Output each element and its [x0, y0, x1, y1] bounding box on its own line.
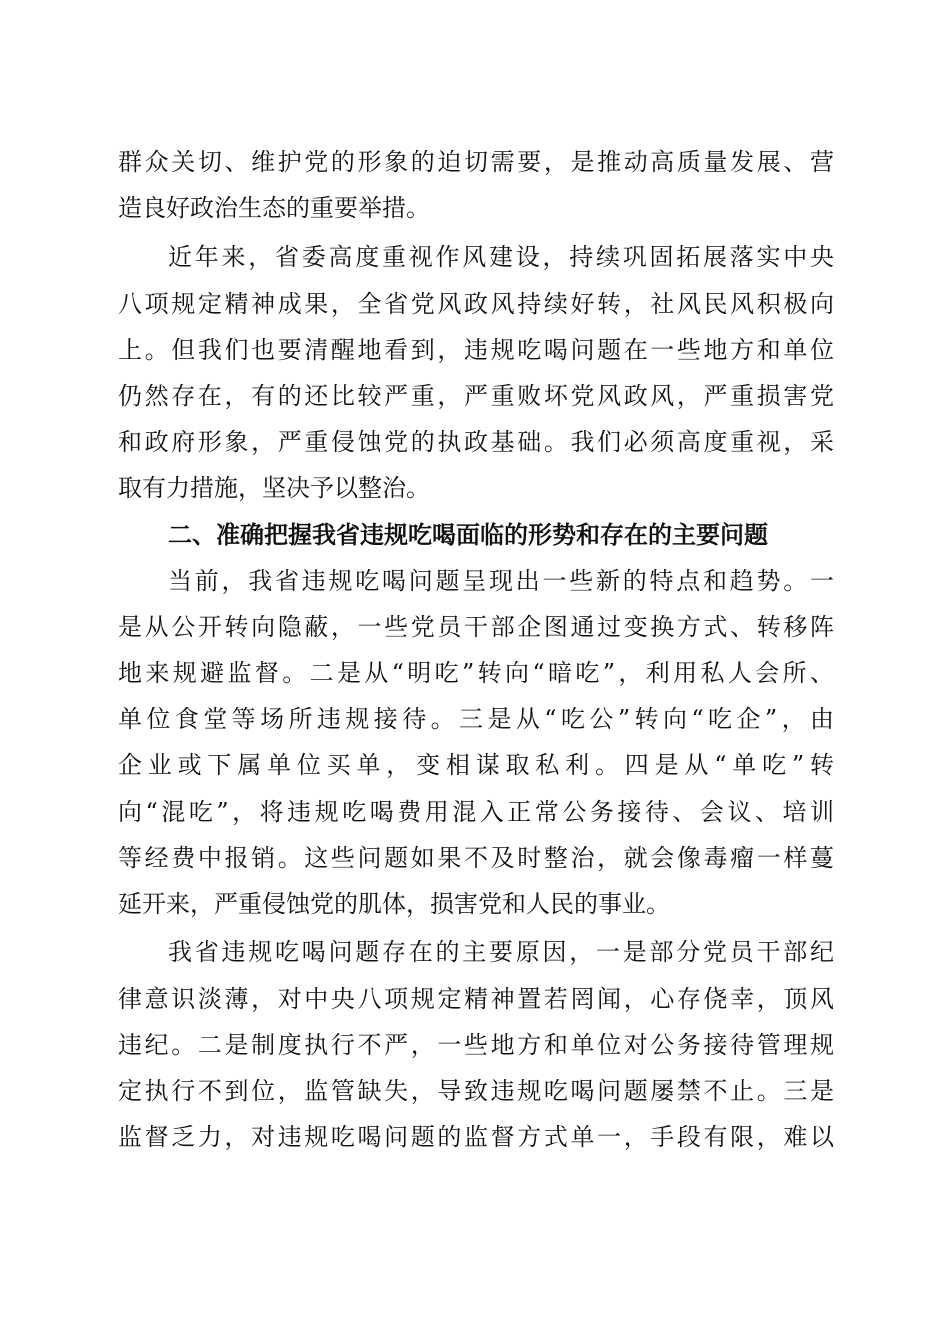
- text-line: 上。但我们也要清醒地看到，违规吃喝问题在一些地方和单位: [118, 336, 834, 364]
- text-line: 延开来，严重侵蚀党的肌体，损害党和人民的事业。: [118, 890, 670, 918]
- text-line: 地来规避监督。二是从“明吃”转向“暗吃”，利用私人会所、: [118, 659, 834, 687]
- text-line: 群众关切、维护党的形象的迫切需要，是推动高质量发展、营: [118, 148, 834, 176]
- paragraph-first-line: 近年来，省委高度重视作风建设，持续巩固拓展落实中央: [168, 243, 834, 271]
- text-line: 监督乏力，对违规吃喝问题的监督方式单一，手段有限，难以: [118, 1123, 834, 1151]
- text-line: 向“混吃”，将违规吃喝费用混入正常公务接待、会议、培训: [118, 798, 834, 826]
- text-line: 企业或下属单位买单，变相谋取私利。四是从“单吃”转: [118, 751, 834, 779]
- paragraph-first-line: 当前，我省违规吃喝问题呈现出一些新的特点和趋势。一: [168, 567, 834, 595]
- text-line: 等经费中报销。这些问题如果不及时整治，就会像毒瘤一样蔓: [118, 844, 834, 872]
- section-heading: 二、准确把握我省违规吃喝面临的形势和存在的主要问题: [168, 521, 768, 549]
- text-line: 仍然存在，有的还比较严重，严重败坏党风政风，严重损害党: [118, 382, 834, 410]
- text-line: 定执行不到位，监管缺失，导致违规吃喝问题屡禁不止。三是: [118, 1077, 834, 1105]
- text-line: 取有力措施，坚决予以整治。: [118, 474, 430, 502]
- paragraph-first-line: 我省违规吃喝问题存在的主要原因，一是部分党员干部纪: [168, 938, 834, 966]
- text-line: 和政府形象，严重侵蚀党的执政基础。我们必须高度重视，采: [118, 428, 834, 456]
- text-line: 是从公开转向隐蔽，一些党员干部企图通过变换方式、转移阵: [118, 613, 834, 641]
- text-line: 律意识淡薄，对中央八项规定精神置若罔闻，心存侥幸，顶风: [118, 985, 834, 1013]
- text-line: 造良好政治生态的重要举措。: [118, 194, 430, 222]
- text-line: 八项规定精神成果，全省党风政风持续好转，社风民风积极向: [118, 290, 834, 318]
- text-line: 违纪。二是制度执行不严，一些地方和单位对公务接待管理规: [118, 1031, 834, 1059]
- text-line: 单位食堂等场所违规接待。三是从“吃公”转向“吃企”，由: [118, 705, 834, 733]
